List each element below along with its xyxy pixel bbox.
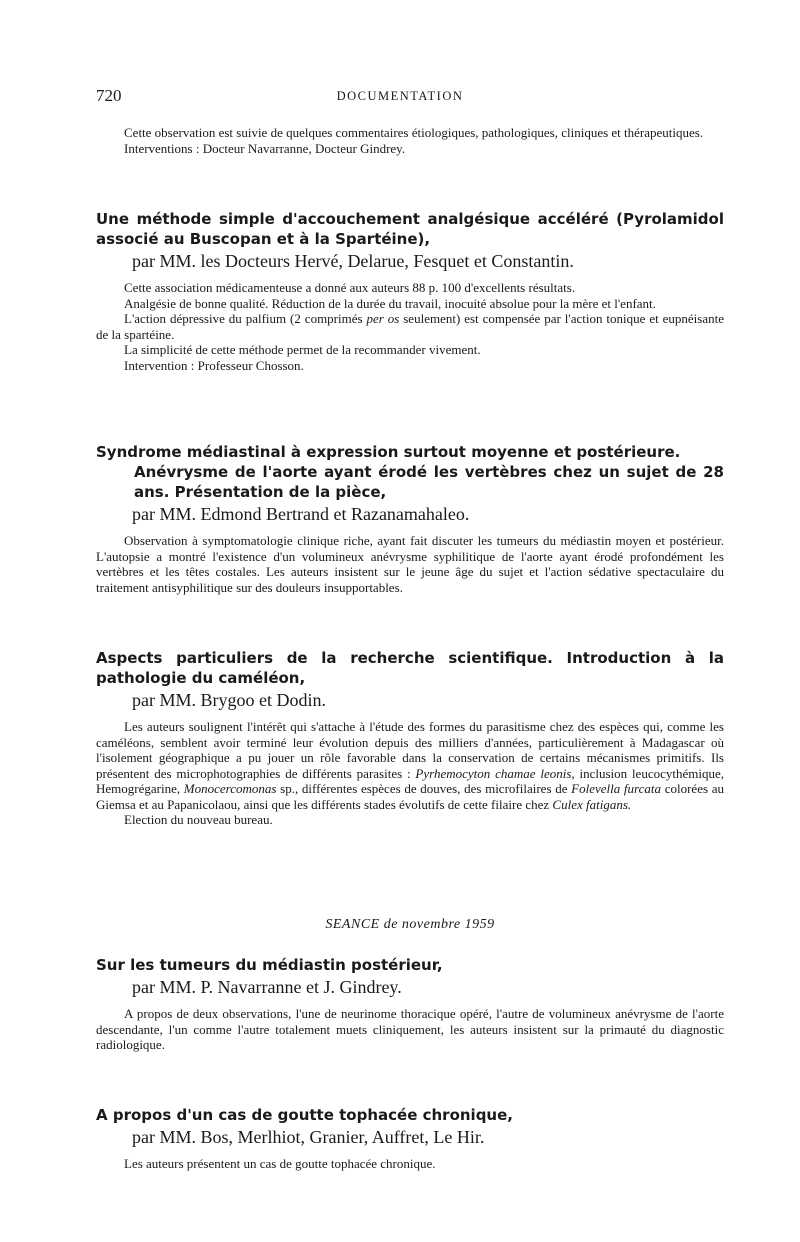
article-5-authors: par MM. Bos, Merlhiot, Granier, Auffret, Le Hir. [132, 1127, 485, 1147]
running-title: DOCUMENTATION [336, 89, 464, 103]
article-1-para-2: Analgésie de bonne qualité. Réduction de la durée du travail, inocuité absolue pour la mère et l'enfant. [124, 295, 656, 311]
article-3-para-1: Les auteurs soulignent l'intérêt qui s'attache à l'étude des formes du parasitisme chez des espèces qui, comme les caméléons, semblent avoir terminé leur évolution depuis des milliers d'années, particulièrement à Madagascar où l'isolement géographique a pu jouer un rôle favorable dans la conservation de certains mécanismes primitifs. Ils présentent des microphotographies de différents parasites : Pyrhemocyton chamae leonis, inclusion leucocythémique, Hemogrégarine, Monocercomonas sp., différentes espèces de douves, des microfilaires de Folevella furcata colorées au Giemsa et au Papanicolaou, ainsi que les différents stades évolutifs de cette filaire chez Culex fatigans. [96, 719, 724, 812]
article-2 [96, 442, 724, 595]
page-number: 720 [96, 86, 122, 105]
seance-heading: SEANCE de novembre 1959 [325, 917, 495, 932]
article-5-para-1: Les auteurs présentent un cas de goutte tophacée chronique. [124, 1156, 436, 1171]
article-3-para-2: Election du nouveau bureau. [124, 812, 273, 827]
article-1-title: Une méthode simple d'accouchement analgésique accéléré (Pyrolamidol associé au Buscopan et à la Spartéine), [96, 210, 724, 248]
article-4-para-1: A propos de deux observations, l'une de neurinome thoracique opéré, l'autre de volumineux anévrysme de l'aorte descendante, l'un comme l'autre totalement muets cliniquement, les auteurs insistent sur la primauté du diagnostic radiologique. [96, 1006, 724, 1052]
article-4-title: Sur les tumeurs du médiastin postérieur, [96, 956, 443, 974]
article-1 [96, 209, 724, 373]
article-1-intervention: Intervention : Professeur Chosson. [124, 357, 304, 373]
article-4-authors: par MM. P. Navarranne et J. Gindrey. [132, 977, 402, 997]
article-1-para-3: L'action dépressive du palfium (2 comprimés per os seulement) est compensée par l'action tonique et eupnéisante de la spartéine. [96, 311, 725, 342]
article-3 [96, 648, 724, 828]
article-5-title: A propos d'un cas de goutte tophacée chronique, [96, 1106, 513, 1124]
article-2-authors: par MM. Edmond Bertrand et Razanamahaleo. [132, 504, 470, 524]
article-5 [96, 1105, 724, 1172]
article-3-authors: par MM. Brygoo et Dodin. [132, 690, 326, 710]
intro-section [96, 125, 724, 156]
article-2-title: Syndrome médiastinal à expression surtout moyenne et postérieure. Anévrysme de l'aorte ayant érodé les vertèbres chez un sujet de 28 ans. Présentation de la pièce, [96, 443, 724, 501]
intro-paragraph: Cette observation est suivie de quelques commentaires étiologiques, pathologiques, cliniques et thérapeutiques. [124, 125, 704, 140]
article-4 [96, 955, 724, 1053]
article-2-para-1: Observation à symptomatologie clinique riche, ayant fait discuter les tumeurs du médiastin moyen et postérieur. L'autopsie a montré l'existence d'un volumineux anévrysme syphilitique de l'aorte ayant érodé profondément les vertèbres et les têtes costales. Les auteurs insistent sur le jeune âge du sujet et l'action sédative spectaculaire du traitement antisyphilitique sur des douleurs insupportables. [96, 533, 724, 595]
article-1-authors: par MM. les Docteurs Hervé, Delarue, Fesquet et Constantin. [132, 251, 574, 271]
article-3-title: Aspects particuliers de la recherche scientifique. Introduction à la pathologie du caméléon, [96, 649, 724, 687]
article-1-para-4: La simplicité de cette méthode permet de la recommander vivement. [124, 342, 481, 357]
article-1-para-1: Cette association médicamenteuse a donné aux auteurs 88 p. 100 d'excellents résultats. [124, 280, 576, 295]
intro-interventions: Interventions : Docteur Navarranne, Docteur Gindrey. [124, 140, 406, 156]
